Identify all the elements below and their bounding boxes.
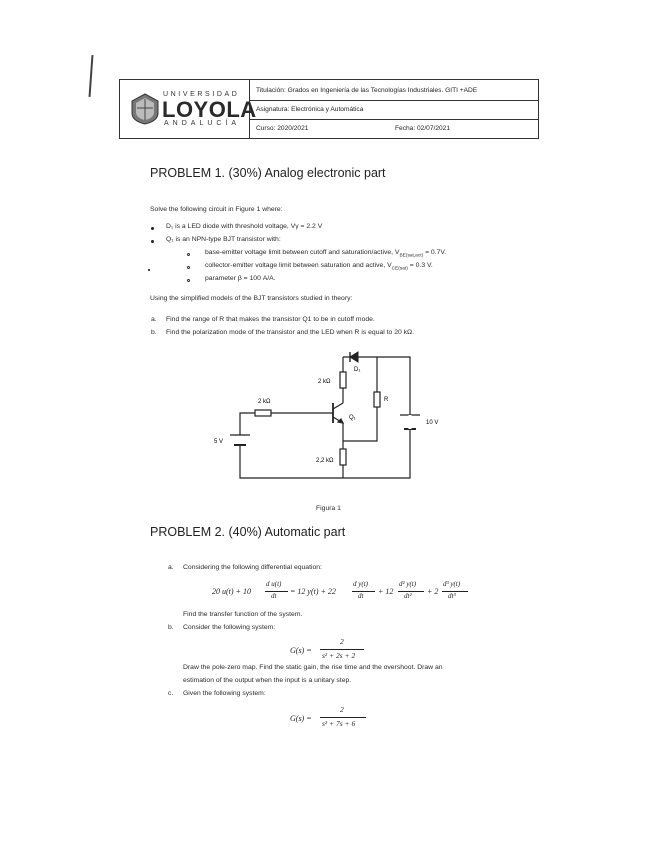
- question-label: a.: [151, 316, 157, 323]
- problem1-title: PROBLEM 1. (30%) Analog electronic part: [150, 166, 386, 180]
- logo-text-main: LOYOLA: [162, 97, 257, 122]
- bullet-d1: D₁ is a LED diode with threshold voltage, Vγ = 2.2 V: [166, 223, 323, 230]
- b-text-2: estimation of the output when the input is a unitary step.: [183, 677, 352, 684]
- label-r-collector: 2 kΩ: [318, 379, 331, 385]
- label-r-base: 2 kΩ: [258, 399, 271, 405]
- diode-d1: [350, 352, 358, 362]
- bullet: [151, 240, 154, 243]
- logo-text-bottom: ANDALUCÍA: [164, 120, 241, 127]
- figure-caption: Figura 1: [316, 505, 341, 512]
- fraction-bar: [320, 649, 364, 650]
- b-text-1: Draw the pole-zero map. Find the static gain, the rise time and the overshoot. Draw an: [183, 664, 443, 671]
- gs-lhs: G(s) =: [290, 714, 312, 723]
- wire: [240, 413, 255, 435]
- eq-mid: = 12 y(t) + 22: [290, 587, 336, 596]
- resistor-collector: [340, 372, 346, 388]
- resistor-emitter: [340, 449, 346, 465]
- resistor-base: [255, 410, 271, 416]
- transistor-q1: [333, 403, 343, 423]
- eq-frac-den: dt³: [448, 592, 456, 600]
- problem1-using: Using the simplified models of the BJT transistors studied in theory:: [150, 295, 353, 302]
- gs-lhs: G(s) =: [290, 646, 312, 655]
- sub-bullet-vbe: base-emitter voltage limit between cutoff and saturation/active, $V_{BE(sat,act)} = 0.7V$.: [205, 249, 447, 259]
- gs-den: s² + 7s + 6: [322, 719, 356, 728]
- university-logo: [120, 80, 257, 138]
- crest-icon: [130, 93, 160, 125]
- question-label: b.: [168, 624, 174, 631]
- eq-lhs: 20 u(t) + 10: [212, 587, 251, 596]
- resistor-r: [374, 392, 380, 407]
- question-label: c.: [168, 690, 174, 697]
- question-label: a.: [168, 564, 174, 571]
- question-text: Find the range of R that makes the transistor Q1 to be in cutoff mode.: [166, 316, 375, 323]
- eq-frac-den: dt: [271, 592, 277, 600]
- problem2-title: PROBLEM 2. (40%) Automatic part: [150, 525, 346, 539]
- question-text: Consider the following system:: [183, 624, 276, 631]
- eq-frac-num: d² y(t): [399, 580, 417, 588]
- gs-num: 2: [340, 705, 344, 714]
- transfer-function-c: [290, 704, 380, 734]
- eq-plus: + 2: [427, 587, 439, 596]
- eq-plus: + 12: [378, 587, 394, 596]
- sub-bullet: [187, 266, 190, 269]
- sub-bullet-vce: collector-emitter voltage limit between saturation and active, $V_{CE(sat)} = 0.3$ V.: [205, 262, 433, 272]
- sub-bullet: [187, 279, 190, 282]
- eq-frac-den: dt²: [404, 592, 412, 600]
- logo-text-top: UNIVERSIDAD: [163, 91, 240, 98]
- fraction-bar: [320, 717, 366, 718]
- margin-mark: [89, 55, 93, 97]
- asignatura: Asignatura: Electrónica y Automática: [256, 106, 364, 113]
- bullet: [151, 227, 154, 230]
- eq-frac-num: d u(t): [266, 580, 282, 588]
- circuit-diagram: [200, 345, 450, 495]
- divider: [250, 119, 539, 120]
- question-label: b.: [151, 329, 157, 336]
- titulacion: Titulación: Grados en Ingeniería de las Tecnologías Industriales. GITI +ADE: [256, 87, 478, 94]
- eq-frac-den: dt: [358, 592, 364, 600]
- differential-equation: [212, 578, 492, 606]
- label-r-emitter: 2,2 kΩ: [316, 458, 334, 464]
- a-followup: Find the transfer function of the system.: [183, 611, 303, 618]
- divider: [250, 100, 539, 101]
- exam-header: [119, 79, 539, 139]
- battery-10v: [400, 415, 420, 429]
- question-text: Find the polarization mode of the transistor and the LED when R is equal to 20 kΩ.: [166, 329, 415, 336]
- sub-bullet-beta: parameter β = 100 A/A.: [205, 275, 276, 282]
- label-q1: Q₁: [349, 415, 356, 421]
- fraction-bar: [352, 591, 375, 592]
- question-text: Considering the following differential equation:: [183, 564, 322, 571]
- label-5v: 5 V: [214, 439, 224, 445]
- stray-dot: [148, 269, 150, 271]
- eq-frac-num: d y(t): [353, 580, 368, 588]
- wire: [343, 407, 377, 441]
- battery-5v: [230, 435, 250, 445]
- curso: Curso: 2020/2021: [256, 125, 309, 132]
- problem1-intro: Solve the following circuit in Figure 1 where:: [150, 206, 283, 213]
- gs-num: 2: [340, 637, 344, 646]
- fraction-bar: [265, 591, 288, 592]
- label-r: R: [384, 397, 389, 403]
- sub-bullet: [187, 253, 190, 256]
- label-d1: D₁: [354, 367, 361, 373]
- bullet-q1: Q₁ is an NPN-type BJT transistor with:: [166, 236, 281, 243]
- eq-frac-num: d³ y(t): [443, 580, 461, 588]
- gs-den: s² + 2s + 2: [322, 651, 356, 660]
- label-10v: 10 V: [426, 420, 439, 426]
- fecha: Fecha: 02/07/2021: [395, 125, 450, 132]
- header-info: [250, 80, 539, 138]
- transfer-function-b: [290, 636, 380, 666]
- question-text: Given the following system:: [183, 690, 266, 697]
